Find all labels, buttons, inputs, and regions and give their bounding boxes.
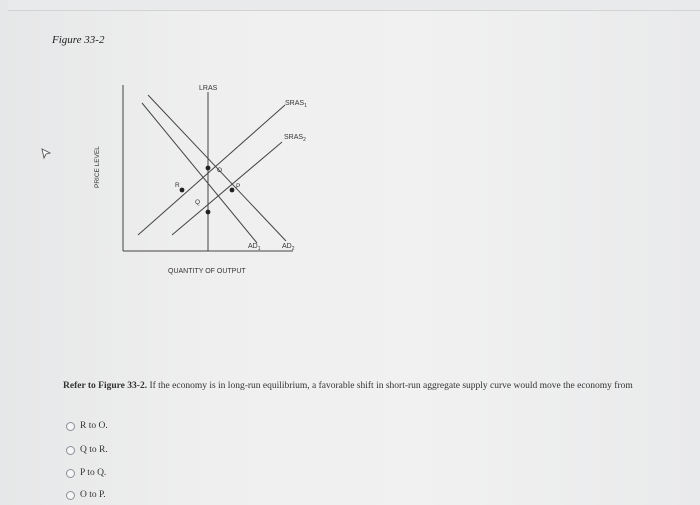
question-reference: Refer to Figure 33-2. [63,381,148,391]
option-o-to-p[interactable] [66,488,106,502]
option-label: Q to R. [80,445,108,455]
sras2-label: $SRAS_2$ [284,134,306,143]
point-q-marker [206,210,211,215]
option-r-to-o[interactable] [66,419,108,433]
option-label: O to P. [80,490,106,500]
point-o-marker [206,166,211,171]
figure-title: Figure 33-2 [52,34,105,46]
point-r-label: R [175,182,180,189]
point-r-marker [180,188,185,193]
x-axis-label: QUANTITY OF OUTPUT [168,268,246,275]
point-q-label: Q [195,199,201,206]
question-text [63,381,633,391]
sras1-label: $SRAS_1$ [285,100,307,109]
radio-button[interactable] [66,422,75,431]
option-q-to-r[interactable] [66,443,108,457]
y-axis-label: PRICE LEVEL [94,146,101,188]
option-label: P to Q. [80,468,107,478]
radio-button[interactable] [66,469,75,478]
point-p-label: P [236,183,241,190]
ad2-label: $AD_2$ [282,243,295,252]
page-top-edge [8,0,700,11]
point-o-label: O [217,167,223,174]
radio-button[interactable] [66,491,75,500]
option-p-to-q[interactable] [66,466,106,480]
ad1-label: $AD_1$ [248,243,261,252]
lras-label: LRAS [199,85,218,92]
question-body: If the economy is in long-run equilibrium, a favorable shift in short-run aggregate supply curve would move the economy from [149,381,633,391]
radio-button[interactable] [66,446,75,455]
aggregate-supply-demand-graph [60,70,310,280]
point-p-marker [230,188,235,193]
mouse-cursor-icon [40,148,52,160]
option-label: R to O. [80,421,108,431]
ad1-curve [142,103,257,243]
